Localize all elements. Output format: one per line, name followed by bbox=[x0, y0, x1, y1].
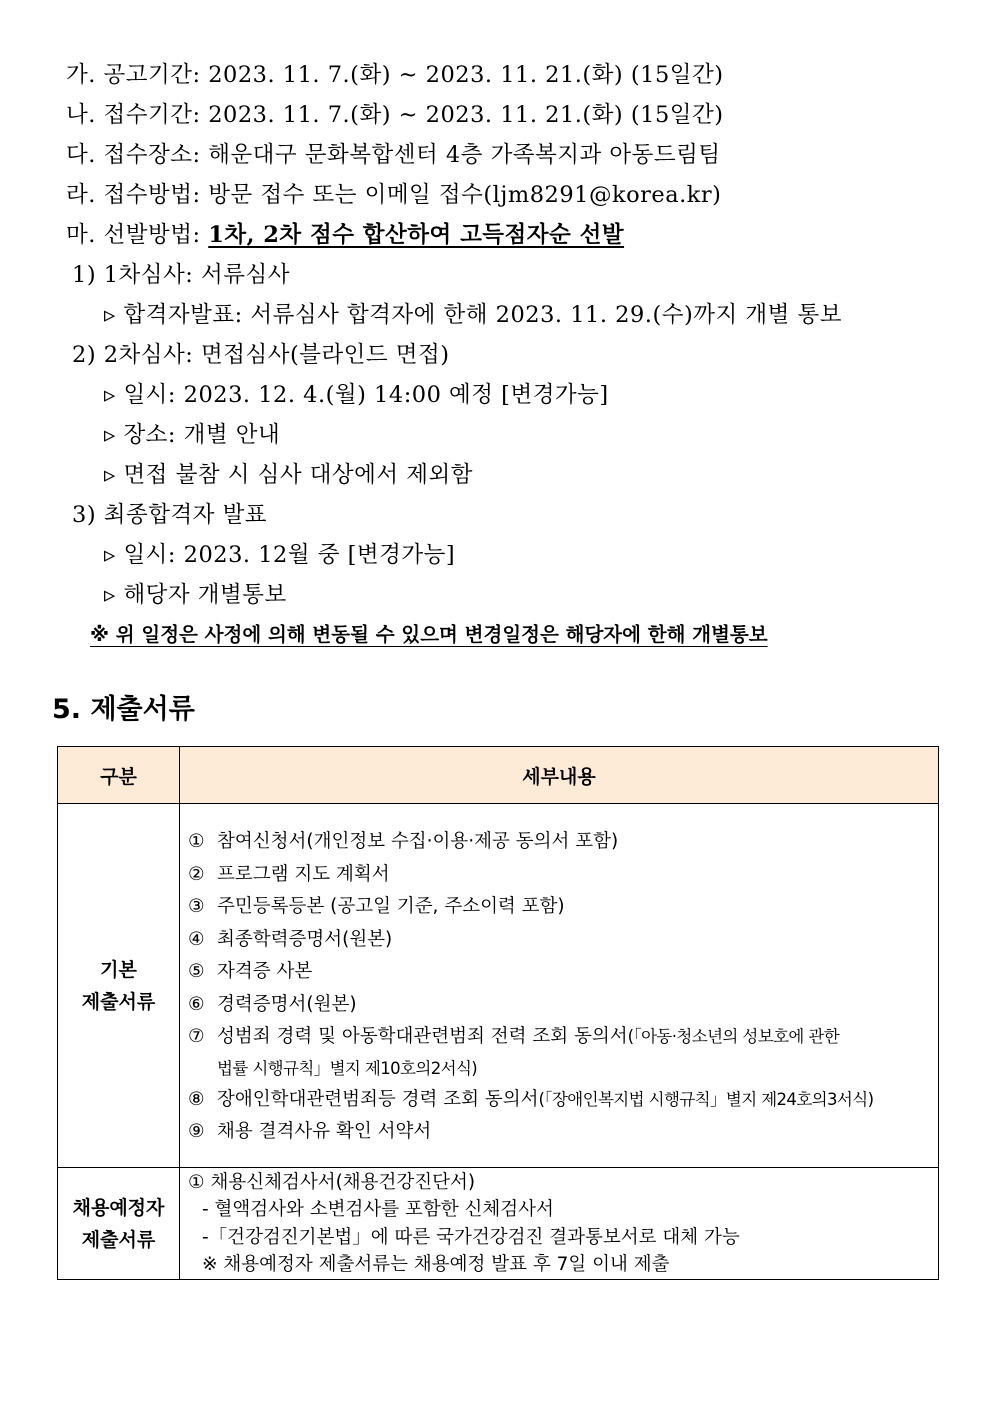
stage-3-datetime: ▹ 일시: 2023. 12월 중 [변경가능] bbox=[104, 542, 456, 568]
list-item: ⑤ 자격증 사본 bbox=[188, 961, 313, 983]
list-item: ⑦ 성범죄 경력 및 아동학대관련범죄 전력 조회 동의서(「아동·청소년의 성보호에 관한 bbox=[188, 1026, 840, 1048]
section-title: 5. 제출서류 bbox=[52, 694, 195, 725]
stage-1-announcement: ▹ 합격자발표: 서류심사 합격자에 한해 2023. 11. 29.(수)까지 개별 통보 bbox=[104, 302, 842, 328]
list-item: ⑨ 채용 결격사유 확인 서약서 bbox=[188, 1121, 432, 1143]
header-details: 세부내용 bbox=[180, 747, 939, 804]
list-item: - 혈액검사와 소변검사를 포함한 신체검사서 bbox=[202, 1199, 554, 1220]
list-item: ① 참여신청서(개인정보 수집·이용·제공 동의서 포함) bbox=[188, 831, 619, 853]
list-item: ④ 최종학력증명서(원본) bbox=[188, 928, 393, 950]
stage-2-datetime: ▹ 일시: 2023. 12. 4.(월) 14:00 예정 [변경가능] bbox=[104, 382, 609, 408]
table-row bbox=[58, 804, 939, 1168]
selection-method-label: 마. 선발방법: bbox=[66, 222, 209, 248]
schedule-note: ※ 위 일정은 사정에 의해 변동될 수 있으며 변경일정은 해당자에 한해 개별통보 bbox=[90, 623, 768, 646]
table-header-row bbox=[58, 747, 939, 804]
list-item: ⑥ 경력증명서(원본) bbox=[188, 993, 357, 1015]
stage-2-absence: ▹ 면접 불참 시 심사 대상에서 제외함 bbox=[104, 462, 473, 488]
announce-period: 가. 공고기간: 2023. 11. 7.(화) ~ 2023. 11. 21.(화) (15일간) bbox=[66, 62, 724, 88]
candidate-docs-label: 채용예정자 제출서류 bbox=[58, 1168, 180, 1280]
list-item-continuation: 법률 시행규칙」별지 제10호의2서식) bbox=[217, 1058, 478, 1078]
stage-2-place: ▹ 장소: 개별 안내 bbox=[104, 422, 281, 448]
list-item: -「건강검진기본법」에 따른 국가건강검진 결과통보서로 대체 가능 bbox=[202, 1226, 740, 1248]
documents-table bbox=[57, 746, 939, 1280]
stage-1: 1) 1차심사: 서류심사 bbox=[72, 262, 290, 288]
selection-method-emphasis: 1차, 2차 점수 합산하여 고득점자순 선발 bbox=[208, 222, 625, 248]
candidate-docs-list bbox=[180, 1168, 939, 1280]
list-item: ⑧ 장애인학대관련범죄등 경력 조회 동의서(「장애인복지법 시행규칙」별지 제24호의3서식) bbox=[188, 1088, 874, 1110]
receipt-period: 나. 접수기간: 2023. 11. 7.(화) ~ 2023. 11. 21.(화) (15일간) bbox=[66, 102, 724, 128]
table-row bbox=[58, 1168, 939, 1280]
stage-3-notice: ▹ 해당자 개별통보 bbox=[104, 582, 287, 608]
list-item: ③ 주민등록등본 (공고일 기준, 주소이력 포함) bbox=[188, 896, 565, 918]
receipt-method: 라. 접수방법: 방문 접수 또는 이메일 접수(ljm8291@korea.kr) bbox=[66, 182, 722, 208]
list-item: ※ 채용예정자 제출서류는 채용예정 발표 후 7일 이내 제출 bbox=[202, 1254, 670, 1275]
stage-3: 3) 최종합격자 발표 bbox=[72, 502, 268, 528]
basic-docs-label: 기본 제출서류 bbox=[58, 804, 180, 1168]
header-category: 구분 bbox=[58, 747, 180, 804]
stage-2: 2) 2차심사: 면접심사(블라인드 면접) bbox=[72, 342, 450, 368]
list-item: ② 프로그램 지도 계획서 bbox=[188, 863, 390, 885]
basic-docs-list bbox=[180, 804, 939, 1168]
receipt-place: 다. 접수장소: 해운대구 문화복합센터 4층 가족복지과 아동드림팀 bbox=[66, 142, 721, 168]
list-item: ① 채용신체검사서(채용건강진단서) bbox=[188, 1171, 476, 1193]
selection-method bbox=[66, 220, 624, 250]
